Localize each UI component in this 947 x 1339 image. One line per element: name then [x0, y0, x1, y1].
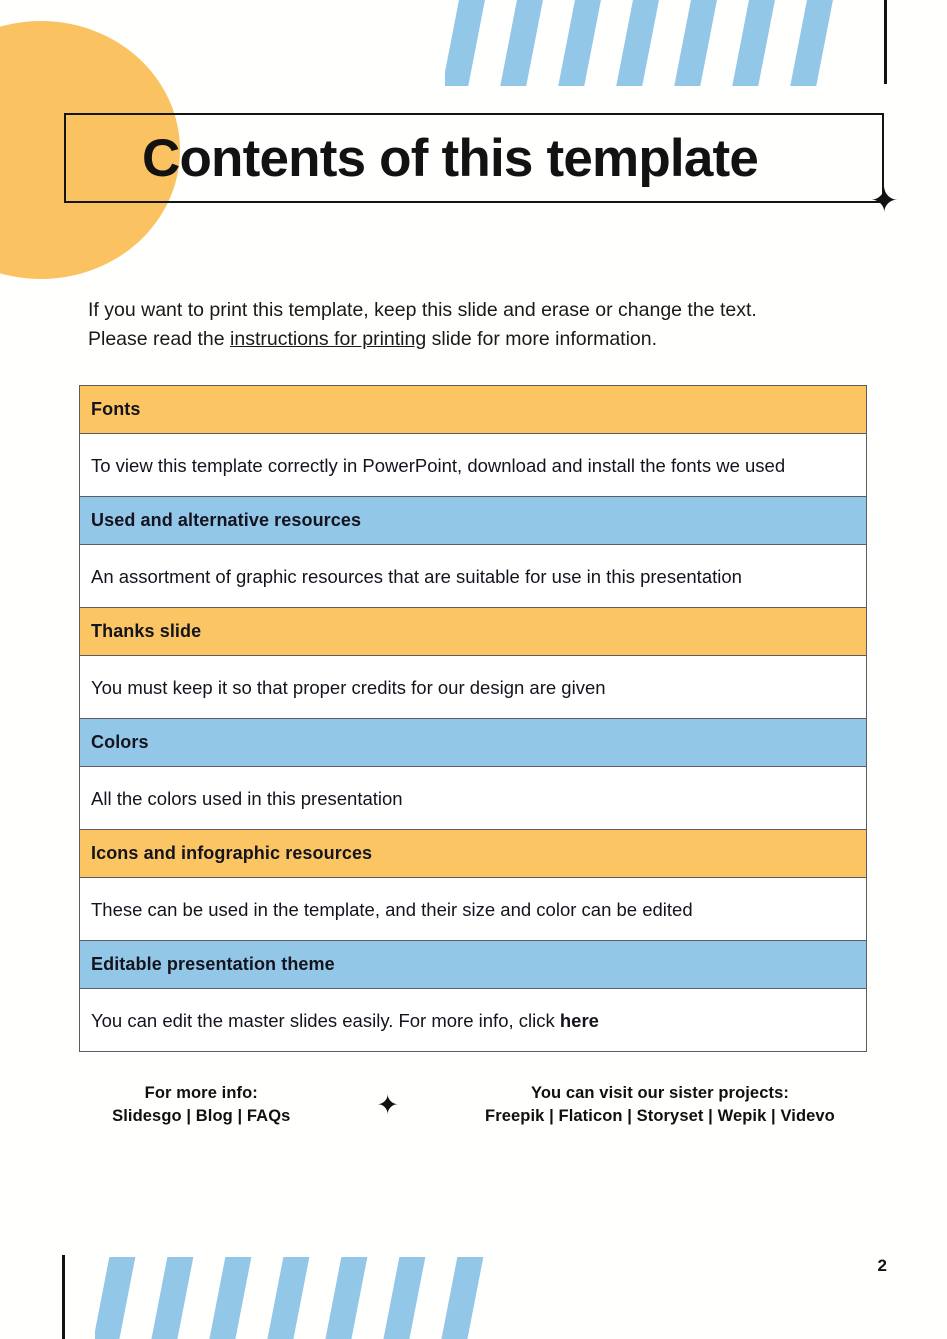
stripe-bar [322, 1257, 369, 1339]
intro-paragraph [88, 296, 878, 353]
footer-more-info [112, 1082, 290, 1128]
stripe-bar [438, 1257, 485, 1339]
table-row [80, 767, 867, 830]
table-row [80, 497, 867, 545]
stripe-bar [148, 1257, 195, 1339]
stripe-bar [380, 1257, 427, 1339]
intro-line-2-suffix: slide for more information. [426, 327, 658, 350]
stripe-bar [264, 1257, 311, 1339]
table-row [80, 878, 867, 941]
table-row [80, 719, 867, 767]
stripe-bar [614, 0, 662, 86]
vertical-rule-top-right [884, 0, 887, 84]
table-section-description: You must keep it so that proper credits for our design are given [80, 656, 867, 719]
description-text: You can edit the master slides easily. For more info, click [91, 1009, 560, 1031]
page-number: 2 [877, 1256, 887, 1275]
footer-sister-projects-links[interactable]: Freepik | Flaticon | Storyset | Wepik | Videvo [485, 1107, 835, 1125]
stripe-bar [445, 0, 488, 86]
table-section-description: An assortment of graphic resources that are suitable for use in this presentation [80, 545, 867, 608]
footer [0, 1082, 947, 1128]
diagonal-stripes-bottom-left [95, 1257, 499, 1339]
table-row [80, 386, 867, 434]
footer-more-info-links[interactable]: Slidesgo | Blog | FAQs [112, 1107, 291, 1125]
intro-line-1: If you want to print this template, keep this slide and erase or change the text. [88, 299, 757, 321]
table-section-description [80, 989, 867, 1052]
footer-more-info-heading: For more info: [144, 1084, 258, 1102]
here-link[interactable]: here [559, 1009, 599, 1031]
table-section-description: To view this template correctly in PowerPoint, download and install the fonts we used [80, 434, 867, 497]
four-point-star-icon: ✦ [376, 1089, 400, 1120]
table-row [80, 434, 867, 497]
stripe-bar [556, 0, 604, 86]
footer-sister-projects [485, 1082, 835, 1128]
table-section-header: Icons and infographic resources [80, 830, 867, 878]
diagonal-stripes-top-right [445, 0, 849, 86]
stripe-bar [788, 0, 836, 86]
vertical-rule-bottom-left [62, 1255, 65, 1339]
instructions-for-printing-link[interactable]: instructions for printing [230, 327, 427, 350]
table-section-description: All the colors used in this presentation [80, 767, 867, 830]
contents-table [79, 385, 867, 1052]
page-title: Contents of this template [142, 128, 759, 188]
table-row [80, 989, 867, 1052]
table-row [80, 941, 867, 989]
table-section-description: These can be used in the template, and their size and color can be edited [80, 878, 867, 941]
table-row [80, 545, 867, 608]
table-row [80, 830, 867, 878]
stripe-bar [95, 1257, 138, 1339]
title-box [64, 113, 884, 203]
table-section-header: Fonts [80, 386, 867, 434]
stripe-bar [498, 0, 546, 86]
four-point-star-icon: ✦ [870, 182, 899, 220]
stripe-bar [730, 0, 778, 86]
footer-sister-projects-heading: You can visit our sister projects: [530, 1084, 789, 1102]
intro-line-2 [88, 325, 878, 354]
table-section-header: Editable presentation theme [80, 941, 867, 989]
intro-line-2-prefix: Please read the [88, 327, 231, 350]
table-section-header: Thanks slide [80, 608, 867, 656]
table-row [80, 656, 867, 719]
stripe-bar [206, 1257, 253, 1339]
stripe-bar [672, 0, 720, 86]
table-row [80, 608, 867, 656]
table-section-header: Used and alternative resources [80, 497, 867, 545]
table-section-header: Colors [80, 719, 867, 767]
